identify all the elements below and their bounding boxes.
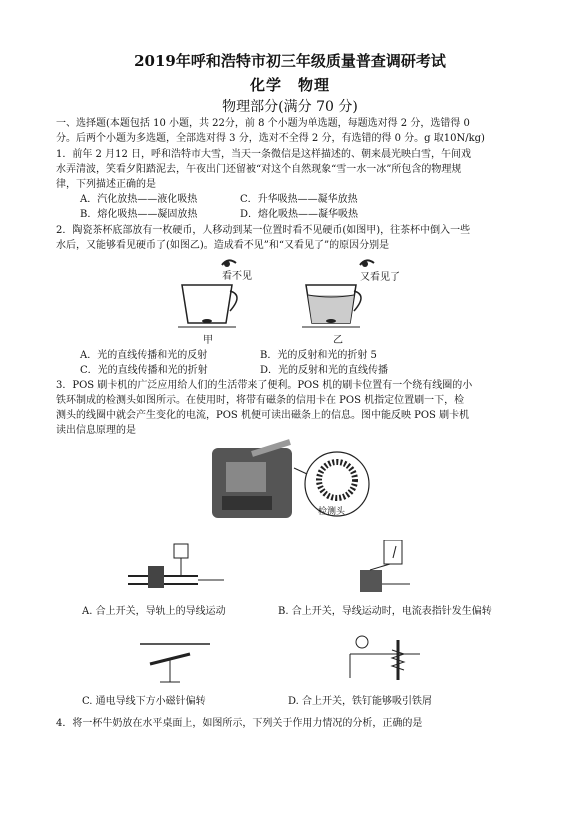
- section-heading: 物理部分(满分 70 分): [222, 99, 358, 115]
- q3-option-c: C. 通电导线下方小磁针偏转: [82, 696, 206, 707]
- coin-left: [202, 319, 212, 323]
- q4-line-1: 4．将一杯牛奶放在水平桌面上，如图所示，下列关于作用力情况的分析，正确的是: [56, 718, 423, 729]
- exam-subtitle: 化学 物理: [249, 76, 330, 94]
- q1-line-3: 律，下列描述正确的是: [56, 179, 156, 190]
- q2-option-d: D．光的反射和光的直线传播: [260, 365, 389, 376]
- eye-icon-left: [222, 260, 236, 267]
- q1-option-b: B．熔化吸热——凝固放热: [80, 209, 198, 220]
- q2-line-1: 2．陶瓷茶杯底部放有一枚硬币，人移动到某一位置时看不见硬币(如图甲)，往茶杯中倒入一些: [56, 225, 471, 236]
- q1-line-2: 水弄清波，笑看夕阳踏泥去，午夜出门还留被“对这个自然现象“雪一水一冰”所包含的物理规: [56, 164, 462, 175]
- exam-title: 2019年呼和浩特市初三年级质量普查调研考试: [134, 52, 446, 70]
- instructions-line-1: 一、选择题(本题包括 10 小题，共 22分，前 8 个小题为单选题，每题选对得 2 分，选错得 0: [56, 118, 470, 129]
- q2-option-b: B．光的反射和光的折射 5: [260, 350, 377, 361]
- coin-right: [326, 319, 336, 323]
- q3-line-3: 测头的线圈中就会产生变化的电流，POS 机便可读出磁条上的信息。图中能反映 POS 刷卡机: [56, 410, 470, 421]
- q2-option-c: C．光的直线传播和光的折射: [80, 365, 208, 376]
- detection-head-label: 检测头: [318, 507, 346, 517]
- q3-option-a: A. 合上开关，导轨上的导线运动: [82, 606, 226, 617]
- caption-jia: 甲: [203, 335, 213, 346]
- q2-option-a: A．光的直线传播和光的反射: [80, 350, 208, 361]
- q3-line-2: 铁环制成的检测头如图所示。在使用时，将带有磁条的信用卡在 POS 机指定位置刷一下，检: [56, 395, 465, 406]
- q3-option-b-figure: [330, 540, 420, 600]
- pos-machine-figure: [212, 438, 382, 530]
- q1-option-d: D．熔化吸热——凝华吸热: [240, 209, 359, 220]
- q3-option-c-figure: [130, 630, 230, 690]
- q3-option-d-figure: [340, 630, 440, 690]
- label-not-visible: 看不见: [222, 271, 252, 282]
- q2-line-2: 水后，又能够看见硬币了(如图乙)。造成看不见”和“又看见了”的原因分别是: [56, 240, 390, 251]
- instructions-line-2: 分。后两个小题为多选题，全部选对得 3 分，选对不全得 2 分，有选错的得 0 分。g 取10N/kg): [56, 133, 485, 144]
- q1-line-1: 1．前年 2 月12 日，呼和浩特市大雪，当天一条微信是这样描述的、朝来晨光映白雪，午间戏: [56, 149, 471, 160]
- q3-option-b: B. 合上开关，导线运动时，电流表指针发生偏转: [278, 606, 492, 617]
- q3-option-a-figure: [118, 540, 238, 600]
- label-visible-again: 又看见了: [360, 272, 400, 283]
- q1-option-a: A．汽化放热——液化吸热: [80, 194, 198, 205]
- q1-option-c: C．升华吸热——凝华放热: [240, 194, 358, 205]
- q3-line-1: 3．POS 刷卡机的广泛应用给人们的生活带来了便利。POS 机的刷卡位置有一个绕有线圈的小: [56, 380, 473, 391]
- caption-yi: 乙: [333, 335, 343, 346]
- cup-right-water: [302, 285, 361, 327]
- cup-left-empty: [178, 285, 237, 327]
- eye-icon-right: [360, 260, 374, 267]
- q3-option-d: D. 合上开关，铁钉能够吸引铁屑: [288, 696, 433, 707]
- q3-line-4: 读出信息原理的是: [56, 425, 136, 436]
